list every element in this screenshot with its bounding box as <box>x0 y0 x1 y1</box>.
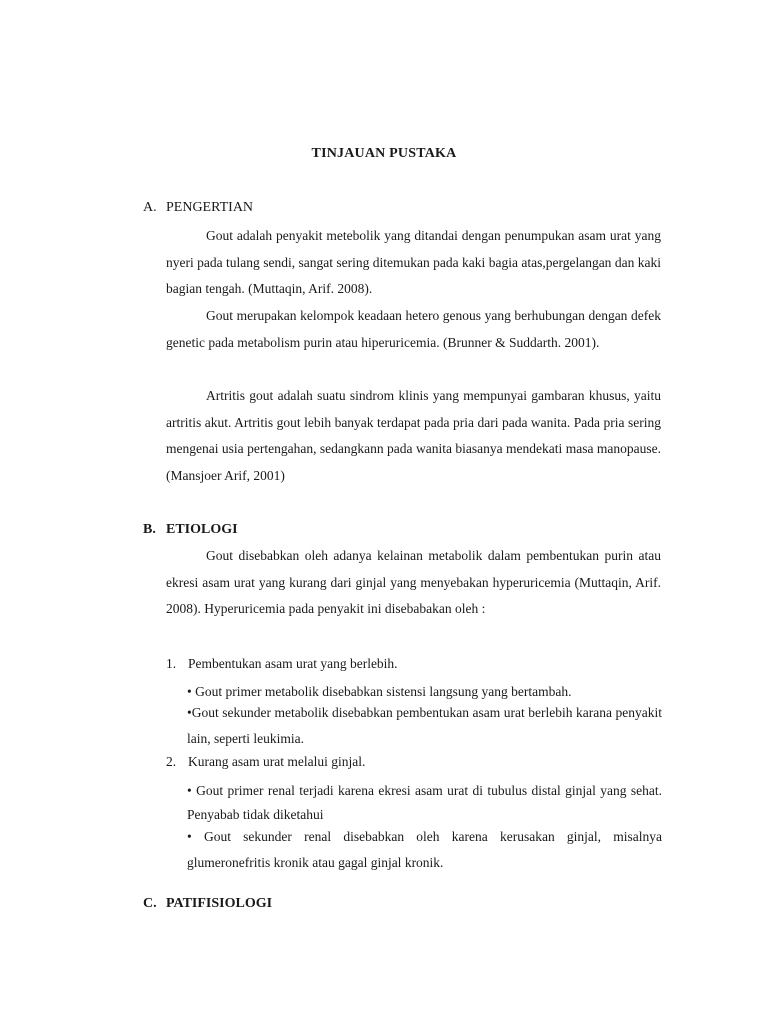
page-title: TINJAUAN PUSTAKA <box>311 146 457 161</box>
list-item-1-text: Pembentukan asam urat yang berlebih. <box>188 656 398 671</box>
list-item-2-text: Kurang asam urat melalui ginjal. <box>188 754 366 769</box>
section-a-paragraph-2: Gout merupakan kelompok keadaan hetero genous yang berhubungan dengan defek genetic pada metabolism purin atau hiperuricemia. (Brunner & Suddarth. 2001). <box>166 308 661 350</box>
section-b-paragraph-1: Gout disebabkan oleh adanya kelainan metabolik dalam pembentukan purin atau ekresi asam urat yang kurang dari ginjal yang menyebakan hyperuricemia (Muttaqin, Arif. 2008). Hyperuricemia pada penyakit ini disebabakan oleh : <box>166 548 661 616</box>
section-a-heading: PENGERTIAN <box>166 200 254 215</box>
list-item-1-number: 1. <box>166 656 177 671</box>
list-item-2-number: 2. <box>166 754 177 769</box>
section-a-paragraph-3: Artritis gout adalah suatu sindrom klinis yang mempunyai gambaran khusus, yaitu artritis akut. Artritis gout lebih banyak terdapat pada pria dari pada wanita. Pada pria sering mengenai usia pertengahan, sedangkann pada wanita biasanya mendekati masa manopause. (Mansjoer Arif, 2001) <box>166 388 661 483</box>
section-b-heading: ETIOLOGI <box>166 522 238 537</box>
section-b-letter: B. <box>143 522 156 537</box>
list-item-1-bullet-2: •Gout sekunder metabolik disebabkan pembentukan asam urat berlebih karana penyakit lain, seperti leukimia. <box>187 705 662 746</box>
list-item-2-bullet-2: • Gout sekunder renal disebabkan oleh karena kerusakan ginjal, misalnya glumeronefritis kronik atau gagal ginjal kronik. <box>187 829 662 870</box>
section-a-letter: A. <box>143 200 157 215</box>
section-a-paragraph-1: Gout adalah penyakit metebolik yang ditandai dengan penumpukan asam urat yang nyeri pada tulang sendi, sangat sering ditemukan pada kaki bagia atas,pergelangan dan kaki bagian tengah. (Muttaqin, Arif. 2008). <box>166 228 661 296</box>
section-c-letter: C. <box>143 896 157 911</box>
section-c-heading: PATIFISIOLOGI <box>166 896 273 911</box>
list-item-2-bullet-1: • Gout primer renal terjadi karena ekresi asam urat di tubulus distal ginjal yang sehat. Penyabab tidak diketahui <box>187 783 662 822</box>
list-item-1-bullet-1: • Gout primer metabolik disebabkan sistensi langsung yang bertambah. <box>187 684 572 699</box>
